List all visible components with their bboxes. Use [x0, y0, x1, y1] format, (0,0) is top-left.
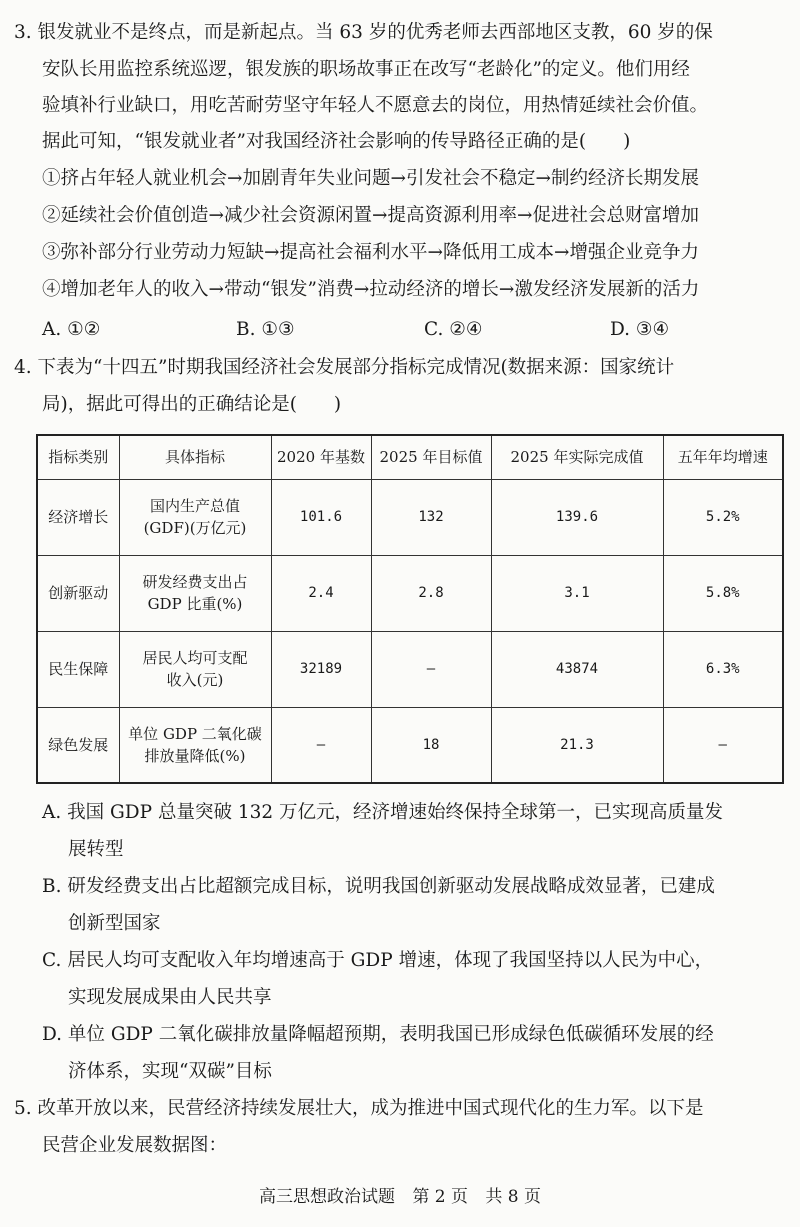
q5-stem-line-1: 5. 改革开放以来，民营经济持续发展壮大，成为推进中国式现代化的生力军。以下是	[14, 1098, 704, 1119]
table-header-row	[37, 435, 783, 479]
cell-category: 经济增长	[37, 479, 119, 555]
cell-target: —	[371, 631, 491, 707]
footer-total-pages: 共 8 页	[485, 1187, 542, 1207]
table-row	[37, 631, 783, 707]
table-row	[37, 555, 783, 631]
cell-indicator-line: 国内生产总值	[149, 497, 240, 515]
q4-option-d-line-1: D. 单位 GDP 二氧化碳排放量降幅超预期，表明我国已形成绿色低碳循环发展的经	[42, 1024, 714, 1045]
cell-category: 民生保障	[37, 631, 119, 707]
cell-category: 创新驱动	[37, 555, 119, 631]
q3-item-2: ②延续社会价值创造→减少社会资源闲置→提高资源利用率→促进社会总财富增加	[42, 205, 700, 226]
header-actual: 2025 年实际完成值	[491, 435, 663, 479]
cell-indicator	[119, 479, 271, 555]
cell-indicator-line: 居民人均可支配	[142, 649, 248, 667]
cell-actual: 139.6	[491, 479, 663, 555]
q3-item-3: ③弥补部分行业劳动力短缺→提高社会福利水平→降低用工成本→增强企业竞争力	[42, 242, 700, 263]
cell-growth: 6.3%	[663, 631, 783, 707]
cell-base: —	[271, 707, 371, 783]
cell-indicator	[119, 707, 271, 783]
q3-choice-a: A. ①②	[42, 319, 101, 340]
cell-base: 2.4	[271, 555, 371, 631]
q4-option-b-line-2: 创新型国家	[68, 913, 161, 934]
cell-growth: 5.2%	[663, 479, 783, 555]
page-footer	[0, 1185, 800, 1209]
header-target: 2025 年目标值	[371, 435, 491, 479]
table-row	[37, 479, 783, 555]
footer-exam-title: 高三思想政治试题	[258, 1187, 395, 1207]
cell-indicator-line: 单位 GDP 二氧化碳	[128, 724, 262, 743]
q3-choice-d: D. ③④	[610, 319, 670, 340]
q5-stem-line-2: 民营企业发展数据图：	[42, 1135, 228, 1156]
cell-target: 2.8	[371, 555, 491, 631]
cell-actual: 21.3	[491, 707, 663, 783]
header-category: 指标类别	[37, 435, 119, 479]
cell-target: 132	[371, 479, 491, 555]
q3-stem-line-2: 安队长用监控系统巡逻，银发族的职场故事正在改写“老龄化”的定义。他们用经	[42, 59, 690, 80]
q4-option-a-line-1: A. 我国 GDP 总量突破 132 万亿元，经济增速始终保持全球第一，已实现高质量发	[42, 802, 724, 823]
q4-option-b-line-1: B. 研发经费支出占比超额完成目标，说明我国创新驱动发展战略成效显著，已建成	[42, 876, 715, 897]
cell-indicator-line: 研发经费支出占	[142, 573, 248, 591]
header-indicator: 具体指标	[119, 435, 271, 479]
cell-indicator	[119, 631, 271, 707]
q3-stem-line-3: 验填补行业缺口，用吃苦耐劳坚守年轻人不愿意去的岗位，用热情延续社会价值。	[42, 95, 709, 116]
table-row	[37, 707, 783, 783]
cell-actual: 43874	[491, 631, 663, 707]
cell-growth: 5.8%	[663, 555, 783, 631]
q4-option-c-line-2: 实现发展成果由人民共享	[68, 987, 272, 1008]
q4-option-a-line-2: 展转型	[68, 839, 124, 860]
cell-indicator-line: 收入(元)	[166, 671, 224, 689]
footer-page-number: 第 2 页	[412, 1187, 468, 1207]
cell-target: 18	[371, 707, 491, 783]
header-growth: 五年年均增速	[663, 435, 783, 479]
cell-growth: —	[663, 707, 783, 783]
cell-base: 101.6	[271, 479, 371, 555]
q4-option-d-line-2: 济体系，实现“双碳”目标	[68, 1061, 272, 1082]
header-base: 2020 年基数	[271, 435, 371, 479]
q3-stem-line-4: 据此可知，“银发就业者”对我国经济社会影响的传导路径正确的是( )	[42, 131, 631, 152]
cell-indicator-line: (GDF)(万亿元)	[143, 519, 247, 537]
q3-stem-line-1: 3. 银发就业不是终点，而是新起点。当 63 岁的优秀老师去西部地区支教，60 岁的保	[14, 22, 713, 43]
cell-indicator-line: 排放量降低(%)	[144, 746, 246, 765]
cell-indicator-line: GDP 比重(%)	[147, 595, 243, 613]
q4-option-c-line-1: C. 居民人均可支配收入年均增速高于 GDP 增速，体现了我国坚持以人民为中心，	[42, 950, 714, 971]
cell-base: 32189	[271, 631, 371, 707]
cell-actual: 3.1	[491, 555, 663, 631]
cell-indicator	[119, 555, 271, 631]
q3-item-4: ④增加老年人的收入→带动“银发”消费→拉动经济的增长→激发经济发展新的活力	[42, 279, 700, 300]
cell-category: 绿色发展	[37, 707, 119, 783]
q3-choice-c: C. ②④	[424, 319, 483, 340]
q4-stem-line-2: 局)，据此可得出的正确结论是( )	[42, 394, 342, 415]
q4-stem-line-1: 4. 下表为“十四五”时期我国经济社会发展部分指标完成情况(数据来源：国家统计	[14, 357, 675, 378]
indicator-table	[36, 434, 784, 784]
q3-choices	[42, 317, 782, 345]
q3-choice-b: B. ①③	[236, 319, 295, 340]
q3-item-1: ①挤占年轻人就业机会→加剧青年失业问题→引发社会不稳定→制约经济长期发展	[42, 168, 700, 189]
